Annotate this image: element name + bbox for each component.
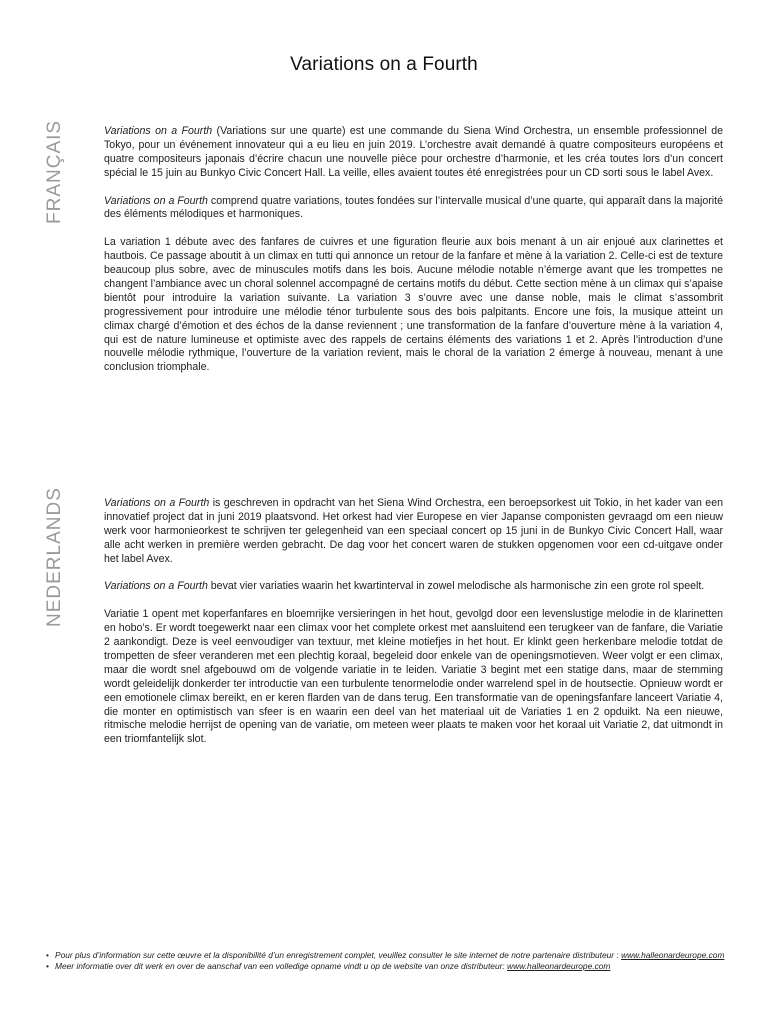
distributor-link[interactable]: www.halleonardeurope.com (507, 961, 611, 971)
section-label-nederlands: NEDERLANDS (44, 487, 65, 627)
paragraph (104, 580, 723, 594)
paragraph-text: comprend quatre variations, toutes fondées sur l’intervalle musical d’une quarte, qui apparaît dans la majorité des éléments mélodiques et harmoniques. (104, 194, 723, 221)
paragraph-text: (Variations sur une quarte) est une commande du Siena Wind Orchestra, un ensemble professionnel de Tokyo, pour un événement innovateur qui a eu lieu en juin 2019. L’orchestre avait demandé à quatre compositeurs européens et quatre compositeurs japonais d’écrire chacun une nouvelle pièce pour orchestre d’harmonie, et les créa toutes lors d’un concert spécial le 15 juin au Bunkyo Civic Concert Hall. La veille, elles avaient toutes été enregistrées pour un CD sorti sous le label Avex. (104, 125, 723, 179)
paragraph (104, 608, 723, 747)
footnotes (46, 950, 726, 972)
work-title-italic: Variations on a Fourth (104, 497, 210, 509)
bullet: • (46, 961, 49, 971)
paragraph (104, 236, 723, 375)
footnote-text: Meer informatie over dit werk en over de aanschaf van een volledige opname vindt u op de website van onze distributeur: (55, 961, 508, 971)
distributor-link[interactable]: www.halleonardeurope.com (621, 950, 725, 960)
paragraph (104, 195, 723, 223)
section-francais (104, 125, 723, 389)
footnote-nederlands (46, 961, 726, 972)
paragraph-text: Variatie 1 opent met koperfanfares en bloemrijke versieringen in het hout, gevolgd door een levenslustige melodie in de klarinetten en hobo’s. Er wordt toegewerkt naar een climax voor het complete orkest met aansluitend een terugkeer van de fanfare, die Variatie 2 aankondigt. Deze is veel eenvoudiger van textuur, met kleine motiefjes in het hout. Er klinkt geen herkenbare melodie totdat de trompetten de sfeer veranderen met een plechtig koraal, begeleid door enkele van de openingsmotieven. Weer volgt er een climax, maar die wordt snel afgebouwd om de volgende variatie in te leiden. Variatie 3 begint met een statige dans, maar de stemming wordt geleidelijk donkerder ter introductie van een turbulente tenormelodie onder warrelend spel in de houtsectie. Opnieuw wordt er een emotionele climax bereikt, en er keren flarden van de dans terug. Een transformatie van de openingsfanfare lanceert Variatie 4, die monter en optimistisch van sfeer is en waarin een deel van het materiaal uit de Variaties 1 en 2 opduikt. Na een nieuwe, ritmische melodie herrijst de opening van de variatie, om meteen weer plaats te maken voor het koraal uit Variatie 2, dat uitmondt in een triomfantelijk slot. (104, 608, 723, 746)
paragraph-text: La variation 1 débute avec des fanfares de cuivres et une figuration fleurie aux bois menant à un air enjoué aux clarinettes et hautbois. Ce passage aboutit à un climax en tutti qui annonce un retour de la fanfare et mène à la variation 2. Celle-ci est de texture beaucoup plus sobre, avec de minuscules motifs dans les bois. Aucune mélodie notable n’émerge avant que les trompettes ne changent l’ambiance avec un choral solennel accompagné de certains motifs du début. Cette section mène à un climax qui s’apaise bientôt pour introduire la variation suivante. La variation 3 s’ouvre avec une danse noble, mais le climat s’assombrit progressivement pour introduire une mélodie ténor turbulente sous des bois palpitants. Encore une fois, la musique atteint un climax chargé d’émotion et des échos de la danse reviennent ; une transformation de la fanfare d’ouverture mène à la variation 4, qui est de nature lumineuse et optimiste avec des rappels de certains éléments des variations 1 et 2. Après l’introduction d’une nouvelle mélodie rythmique, l’ouverture de la variation revient, mais le choral de la variation 2 émerge à nouveau, menant à une conclusion triomphale. (104, 236, 723, 374)
work-title-italic: Variations on a Fourth (104, 194, 208, 207)
footnote-text: Pour plus d’information sur cette œuvre et la disponibilité d’un enregistrement complet, veuillez consulter le site internet de notre partenaire distributeur : (55, 950, 622, 960)
paragraph (104, 125, 723, 181)
work-title-italic: Variations on a Fourth (104, 125, 213, 137)
paragraph-text: bevat vier variaties waarin het kwartinterval in zowel melodische als harmonische zin een grote rol speelt. (207, 580, 705, 593)
bullet: • (46, 950, 49, 960)
page-title: Variations on a Fourth (290, 54, 478, 75)
section-nederlands (104, 497, 723, 761)
paragraph (104, 497, 723, 567)
footnote-francais (46, 950, 726, 961)
paragraph-text: is geschreven in opdracht van het Siena Wind Orchestra, een beroepsorkest uit Tokio, in het kader van een innovatief project dat in juni 2019 plaatsvond. Het orkest had vier Europese en vier Japanse componisten gevraagd om een nieuw werk voor harmonieorkest te schrijven ter gelegenheid van een speciaal concert op 15 juni in de Bunkyo Civic Concert Hall, waar alle acht werken in première werden gebracht. De dag voor het concert waren de stukken opgenomen voor een cd-uitgave onder het label Avex. (104, 497, 723, 565)
work-title-italic: Variations on a Fourth (104, 580, 208, 593)
section-label-francais: FRANÇAIS (44, 119, 65, 224)
